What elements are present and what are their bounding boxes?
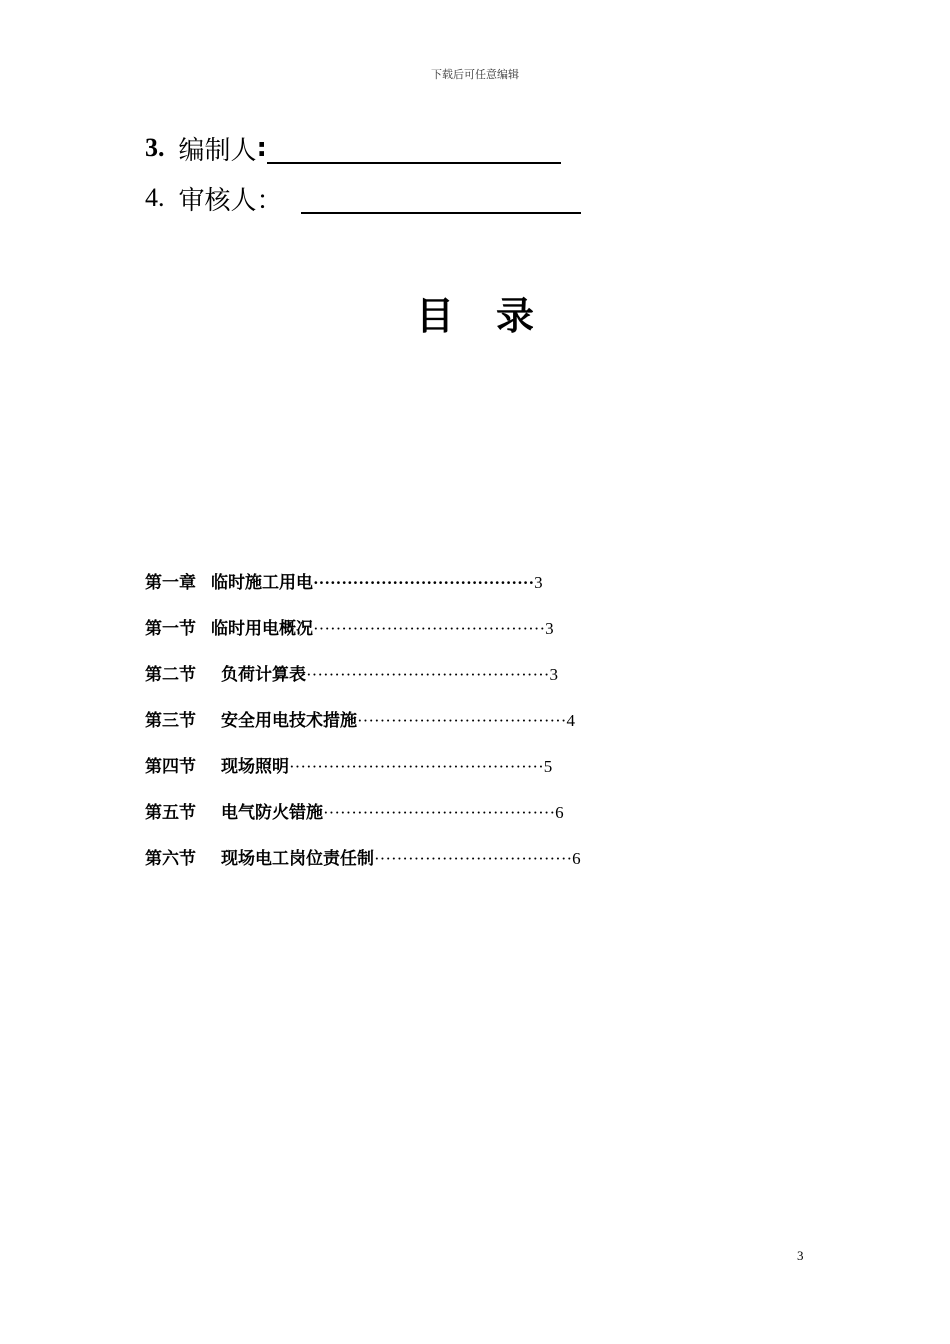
toc-chapter-label: 第三节 (145, 711, 196, 731)
toc-chapter-label: 第四节 (145, 757, 196, 777)
toc-entry-title: 临时施工用电 (211, 573, 313, 593)
toc-entry-title: 现场电工岗位责任制 (221, 849, 374, 869)
compiler-colon: : (256, 133, 267, 163)
toc-chapter-label: 第一章 (145, 573, 196, 593)
toc-entry[interactable] (145, 800, 581, 846)
toc-leader-dots: ········································· (323, 803, 556, 822)
toc-page-number: 5 (543, 757, 553, 776)
compiler-label: 编制人 (178, 135, 257, 166)
page-number: 3 (797, 1248, 804, 1263)
toc-page-number: 3 (545, 619, 554, 638)
toc-leader-dots: ········································· (313, 619, 546, 638)
toc-title: 目录 (415, 294, 576, 338)
toc-entry-title: 现场照明 (221, 757, 289, 777)
toc-leader-dots: ······································· (313, 573, 535, 592)
reviewer-label: 审核人 (178, 185, 257, 216)
toc-chapter-label: 第一节 (145, 619, 196, 639)
toc-leader-dots: ··································· (374, 849, 573, 868)
toc-entry-title: 安全用电技术措施 (221, 711, 357, 731)
toc-page-number: 3 (549, 665, 558, 684)
toc-leader-dots: ··········································· (306, 665, 550, 684)
table-of-contents (145, 570, 581, 892)
toc-entry-title: 电气防火错施 (221, 803, 323, 823)
toc-entry-title: 负荷计算表 (221, 665, 306, 685)
reviewer-signature-line (145, 178, 581, 218)
item-number: 3. (145, 133, 165, 162)
toc-page-number: 4 (566, 711, 575, 730)
toc-chapter-label: 第六节 (145, 849, 196, 869)
reviewer-colon: ： (256, 185, 283, 216)
toc-entry[interactable] (145, 570, 581, 616)
header-note: 下载后可任意编辑 (431, 68, 519, 81)
item-number: 4. (145, 183, 165, 212)
toc-entry-title: 临时用电概况 (211, 619, 313, 639)
toc-entry[interactable] (145, 846, 581, 892)
toc-page-number: 6 (555, 803, 564, 822)
toc-entry[interactable] (145, 616, 581, 662)
toc-entry[interactable] (145, 662, 581, 708)
toc-chapter-label: 第二节 (145, 665, 196, 685)
toc-page-number: 3 (534, 573, 543, 592)
reviewer-blank-line (301, 182, 581, 214)
toc-leader-dots: ····································· (357, 711, 567, 730)
toc-entry[interactable] (145, 754, 581, 800)
compiler-signature-line (145, 128, 561, 168)
toc-entry[interactable] (145, 708, 581, 754)
toc-chapter-label: 第五节 (145, 803, 196, 823)
toc-leader-dots: ············································· (289, 757, 544, 776)
toc-page-number: 6 (572, 849, 581, 868)
compiler-blank-line (267, 132, 561, 164)
